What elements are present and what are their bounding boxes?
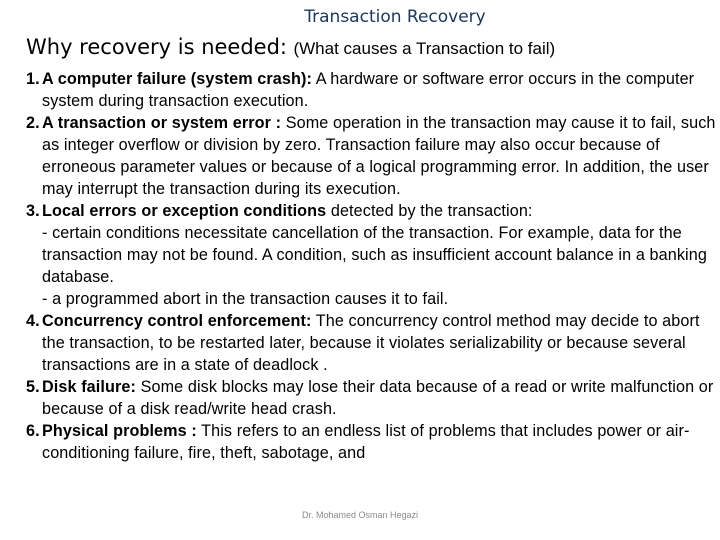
- slide-footer-author: Dr. Mohamed Osman Hegazi: [301, 510, 419, 520]
- heading-main: Why recovery is needed:: [26, 35, 288, 59]
- item-number: 5.: [26, 378, 40, 396]
- item-text: detected by the transaction:: [326, 202, 533, 220]
- item-text: Some disk blocks may lose their data because of a read or write malfunction or because of a disk read/write head crash.: [42, 378, 714, 418]
- item-number: 1.: [26, 70, 40, 88]
- item-title: A computer failure (system crash):: [42, 70, 312, 88]
- slide-title: Transaction Recovery: [304, 7, 486, 27]
- item-number: 4.: [26, 312, 40, 330]
- item-text: A hardware or software error occurs in the computer system during transaction execution.: [42, 70, 695, 110]
- list-item-local-errors: [0, 200, 720, 310]
- item-title: Concurrency control enforcement:: [42, 312, 312, 330]
- item-title: Local errors or exception conditions: [42, 202, 327, 220]
- list-item-physical-problems: [0, 420, 720, 464]
- item-subpoint: - certain conditions necessitate cancellation of the transaction. For example, data for the transaction may not be found. A condition, such as insufficient account balance in a banking database.: [42, 224, 707, 286]
- section-heading: [26, 35, 555, 59]
- item-text: The concurrency control method may decide to abort the transaction, to be restarted later, because it violates serializability or because several transactions are in a state of deadlock .: [42, 312, 700, 374]
- heading-subtitle: (What causes a Transaction to fail): [293, 39, 556, 58]
- item-subpoint: - a programmed abort in the transaction causes it to fail.: [42, 290, 449, 308]
- list-item-transaction-error: [0, 112, 720, 200]
- item-title: Disk failure:: [42, 378, 136, 396]
- item-text: Some operation in the transaction may cause it to fail, such as integer overflow or division by zero. Transaction failure may also occur because of erroneous parameter values or because of a logical programming error. In addition, the user may interrupt the transaction during its execution.: [42, 114, 716, 198]
- list-item-concurrency-control: [0, 310, 720, 376]
- item-text: This refers to an endless list of problems that includes power or air-conditioning failure, fire, theft, sabotage, and: [42, 422, 690, 462]
- failure-causes-list: [0, 68, 720, 464]
- item-number: 2.: [26, 114, 40, 132]
- list-item-computer-failure: [0, 68, 720, 112]
- item-title: Physical problems :: [42, 422, 197, 440]
- item-number: 6.: [26, 422, 40, 440]
- item-number: 3.: [26, 202, 40, 220]
- list-item-disk-failure: [0, 376, 720, 420]
- item-title: A transaction or system error :: [42, 114, 282, 132]
